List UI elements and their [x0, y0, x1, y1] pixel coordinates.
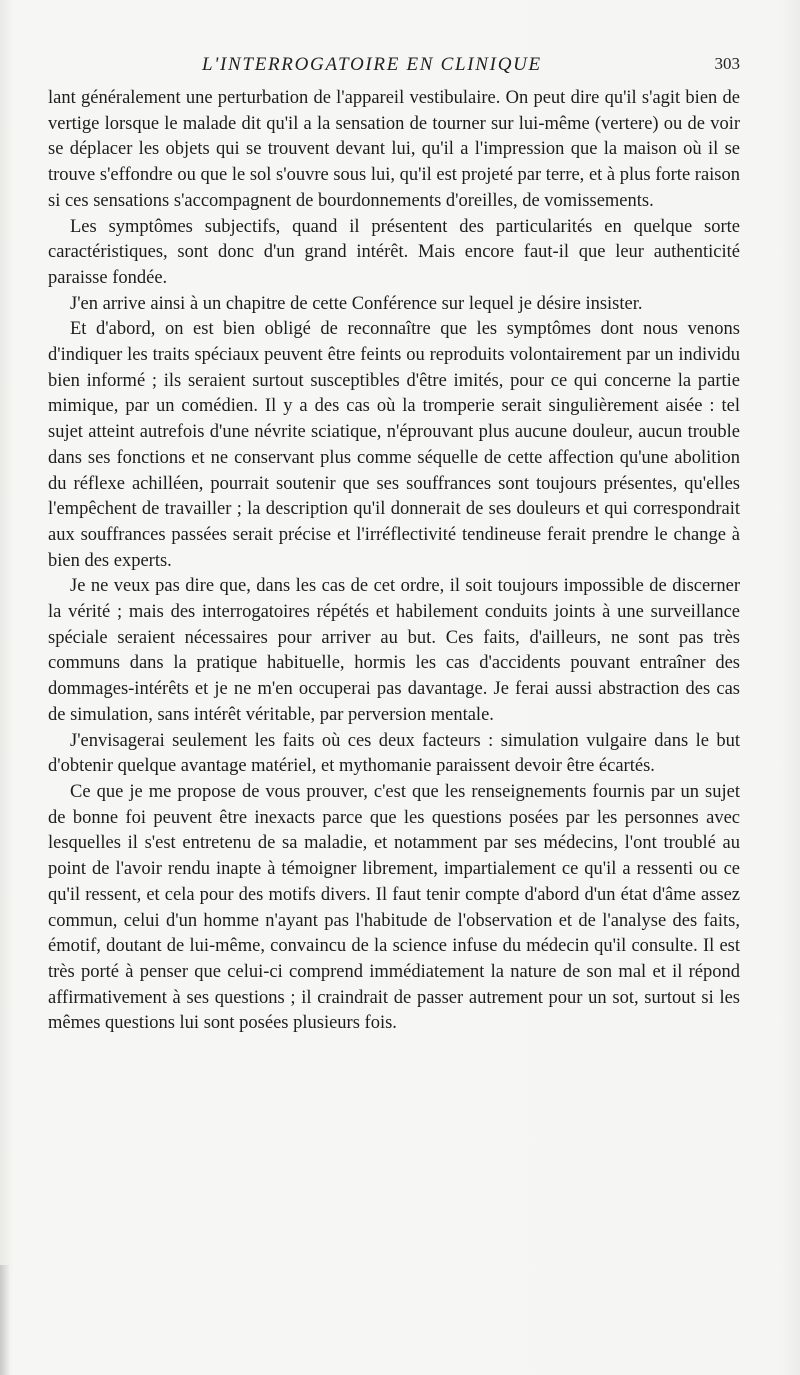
paragraph-3: J'en arrive ainsi à un chapitre de cette Conférence sur lequel je désire insister.: [70, 293, 643, 314]
page-header: [48, 54, 740, 80]
page-edge-shadow: [0, 1265, 10, 1375]
page-number: 303: [714, 54, 740, 73]
paragraph-1: lant généralement une perturbation de l'appareil vestibulaire. On peut dire qu'il s'agit bien de vertige lorsque le malade dit qu'il a la sensation de tourner sur lui-même (vertere) ou de voir se déplacer les objets qui se trouvent devant lui, qu'il a l'impression que la maison où il se trouve s'effondre ou que le sol s'ouvre sous lui, qu'il est projeté par terre, et à plus forte raison si ces sensations s'accompagnent de bourdonnements d'oreilles, de vomissements.: [48, 88, 740, 211]
body-text: [48, 86, 740, 1316]
paragraph-4: Et d'abord, on est bien obligé de reconnaître que les symptômes dont nous venons d'indiquer les traits spéciaux peuvent être feints ou reproduits volontairement par un individu bien informé ; ils seraient surtout susceptibles d'être imités, pour ce qui concerne la partie mimique, par un comédien. Il y a des cas où la tromperie serait singulièrement aisée : tel sujet atteint autrefois d'une névrite sciatique, n'éprouvant plus aucune douleur, aucun trouble dans ses fonctions et ne conservant plus comme séquelle de cette affection qu'une abolition du réflexe achilléen, pourrait soutenir que ses souffrances sont toujours présentes, qu'elles l'empêchent de travailler ; la description qu'il donnerait de ses douleurs et qui correspondrait aux souffrances passées serait précise et l'irréflectivité tendineuse ferait prendre le change à bien des experts.: [48, 319, 740, 571]
paragraph-5: Je ne veux pas dire que, dans les cas de cet ordre, il soit toujours impossible de discerner la vérité ; mais des interrogatoires répétés et habilement conduits joints à une surveillance spéciale seraient nécessaires pour arriver au but. Ces faits, d'ailleurs, ne sont pas très communs dans la pratique habituelle, hormis les cas d'accidents pouvant entraîner des dommages-intérêts et je ne m'en occuperai pas davantage. Je ferai aussi abstraction des cas de simulation, sans intérêt véritable, par perversion mentale.: [48, 576, 740, 725]
paragraph-2: Les symptômes subjectifs, quand il présentent des particularités en quelque sorte caractéristiques, sont donc d'un grand intérêt. Mais encore faut-il que leur authenticité paraisse fondée.: [48, 216, 740, 288]
paragraph-7: Ce que je me propose de vous prouver, c'est que les renseignements fournis par un sujet de bonne foi peuvent être inexacts parce que les questions posées par les personnes avec lesquelles il s'est entretenu de sa maladie, et notamment par ses médecins, l'ont troublé au point de l'avoir rendu inapte à témoigner librement, impartialement ce qu'il a ressenti ou ce qu'il ressent, et cela pour des motifs divers. Il faut tenir compte d'abord d'un état d'âme assez commun, celui d'un homme n'ayant pas l'habitude de l'observation et de l'analyse des faits, émotif, doutant de lui-même, convaincu de la science infuse du médecin qu'il consulte. Il est très porté à penser que celui-ci comprend immédiatement la nature de son mal et il répond affirmativement à ses questions ; il craindrait de passer autrement pour un sot, surtout si les mêmes questions lui sont posées plusieurs fois.: [48, 781, 740, 1034]
running-title: L'INTERROGATOIRE EN CLINIQUE: [202, 54, 542, 75]
paragraph-6: J'envisagerai seulement les faits où ces deux facteurs : simulation vulgaire dans le but d'obtenir quelque avantage matériel, et mythomanie paraissent devoir être écartés.: [48, 730, 740, 777]
